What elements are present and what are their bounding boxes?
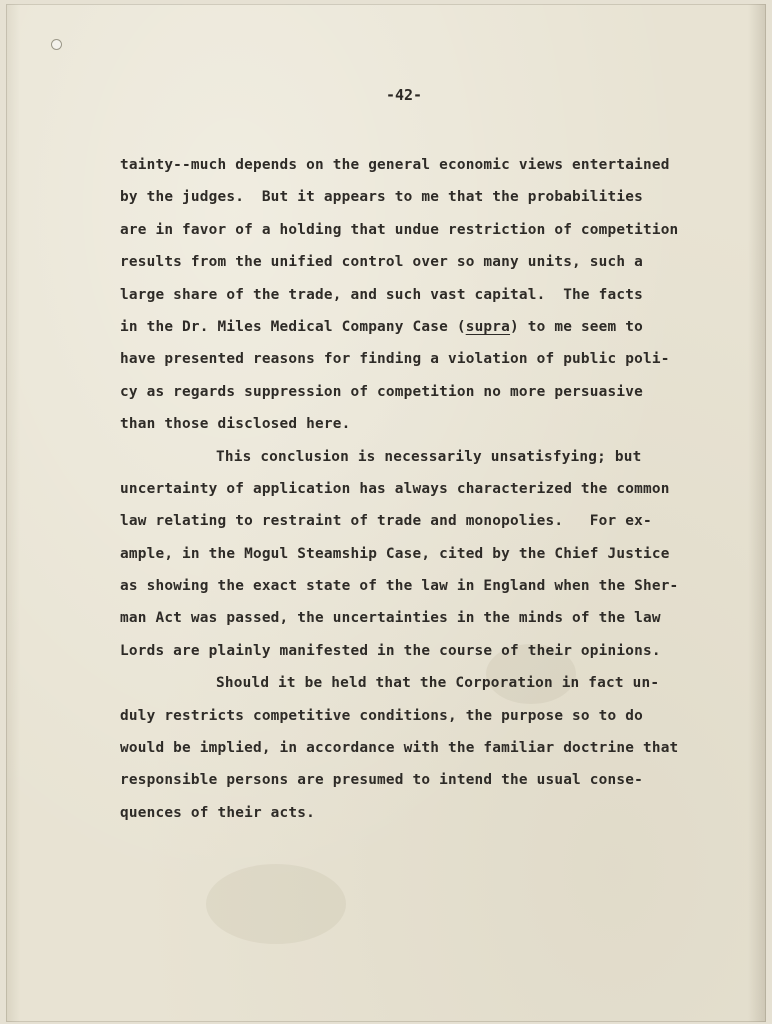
text-segment: ) to me seem to xyxy=(510,318,643,335)
paragraph-3 xyxy=(120,667,740,829)
text-line: are in favor of a holding that undue restriction of competition xyxy=(120,221,679,238)
text-line: law relating to restraint of trade and monopolies. For ex- xyxy=(120,513,652,530)
text-line: by the judges. But it appears to me that the probabilities xyxy=(120,189,643,206)
page-number: -42- xyxy=(385,86,423,104)
text-line xyxy=(120,311,740,343)
text-line: large share of the trade, and such vast capital. The facts xyxy=(120,286,643,303)
paper-stain xyxy=(206,864,346,944)
text-line: have presented reasons for finding a violation of public poli- xyxy=(120,351,670,368)
text-line: quences of their acts. xyxy=(120,804,316,821)
document-page xyxy=(6,4,766,1022)
text-line: would be implied, in accordance with the familiar doctrine that xyxy=(120,740,679,757)
text-segment: in the Dr. Miles Medical Company Case ( xyxy=(120,318,466,335)
punch-hole xyxy=(52,40,61,49)
underlined-citation: supra xyxy=(465,318,511,335)
text-line: man Act was passed, the uncertainties in the minds of the law xyxy=(120,610,661,627)
paragraph-2 xyxy=(120,441,740,668)
text-line: Should it be held that the Corporation in fact un- xyxy=(216,675,660,692)
text-line: duly restricts competitive conditions, the purpose so to do xyxy=(120,707,643,724)
paragraph-1 xyxy=(120,149,740,441)
text-line: results from the unified control over so many units, such a xyxy=(120,254,643,271)
text-line: Lords are plainly manifested in the course of their opinions. xyxy=(120,642,661,659)
text-line: ample, in the Mogul Steamship Case, cited by the Chief Justice xyxy=(120,545,670,562)
text-line: as showing the exact state of the law in England when the Sher- xyxy=(120,578,679,595)
text-line: uncertainty of application has always characterized the common xyxy=(120,480,670,497)
text-line: responsible persons are presumed to intend the usual conse- xyxy=(120,772,643,789)
text-line: This conclusion is necessarily unsatisfying; but xyxy=(216,448,642,465)
text-line: than those disclosed here. xyxy=(120,416,351,433)
document-body xyxy=(120,149,740,829)
text-line: cy as regards suppression of competition no more persuasive xyxy=(120,383,643,400)
text-line: tainty--much depends on the general economic views entertained xyxy=(120,157,670,173)
